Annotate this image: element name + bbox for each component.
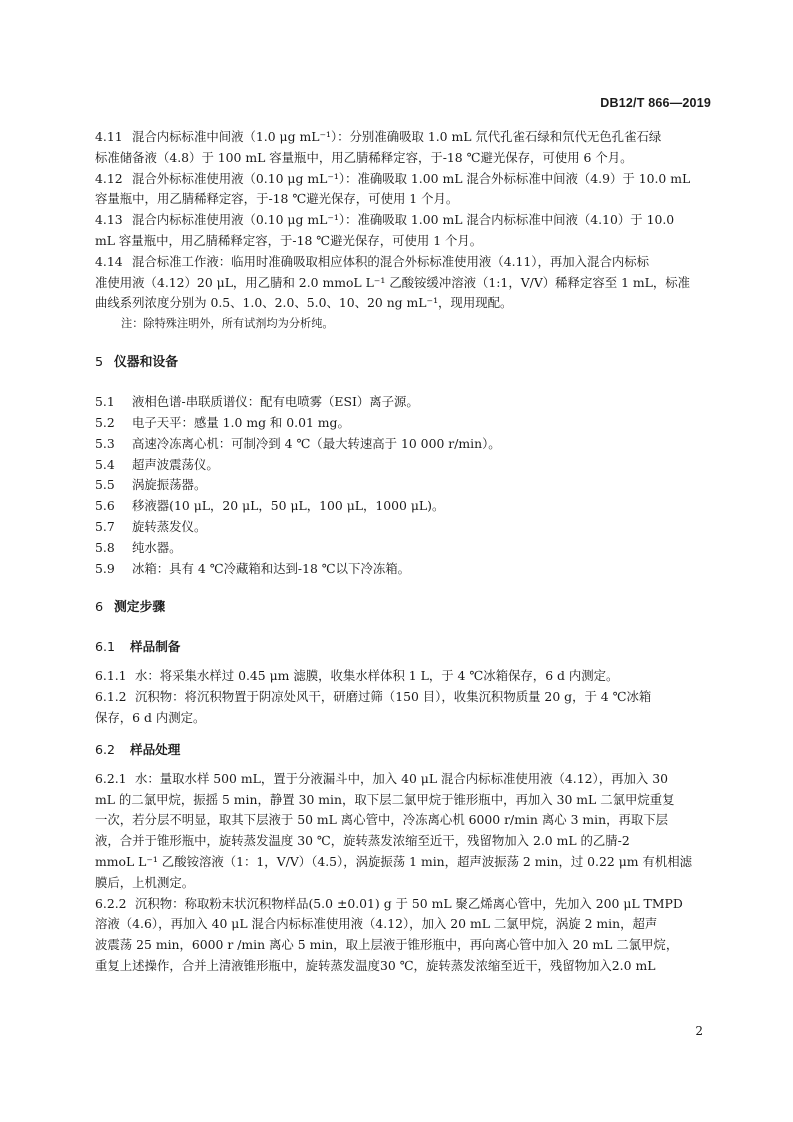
item-number: 5.1: [95, 394, 115, 410]
item-text: mL 的二氯甲烷，振摇 5 min，静置 30 min，取下层二氯甲烷于锥形瓶中，再加入 30 mL 二氯甲烷重复: [95, 791, 675, 807]
list-item: [95, 434, 715, 455]
list-item: [95, 169, 715, 190]
item-text: 准使用液（4.12）20 μL，用乙腈和 2.0 mmoL L⁻¹ 乙酸铵缓冲溶液（1:1，V/V）稀释定容至 1 mL，标准: [95, 274, 691, 290]
item-number: 6.2.1: [95, 770, 127, 786]
item-text: 重复上述操作，合并上清液锥形瓶中，旋转蒸发温度30 ℃，旋转蒸发浓缩至近干，残留物加入2.0 mL: [95, 957, 656, 973]
item-text: 保存，6 d 内测定。: [95, 709, 206, 725]
item-text: 旋转蒸发仪。: [132, 518, 207, 534]
list-item: [95, 687, 715, 708]
section-number: 5: [95, 355, 104, 371]
list-item: [95, 392, 715, 413]
item-text: 水：将采集水样过 0.45 μm 滤膜，收集水样体积 1 L，于 4 ℃冰箱保存，6 d 内测定。: [135, 668, 619, 684]
item-number: 5.3: [95, 435, 115, 451]
list-item-continuation: [95, 852, 715, 873]
item-text: 膜后，上机测定。: [95, 874, 195, 890]
item-text: 水：量取水样 500 mL，置于分液漏斗中，加入 40 μL 混合内标标准使用液（4.12），再加入 30: [135, 770, 668, 786]
subsection-title: 样品处理: [130, 741, 181, 757]
list-item-continuation: [95, 189, 715, 210]
item-text: 超声波震荡仪。: [132, 456, 219, 472]
section6-1-items: [95, 666, 715, 728]
list-item: [95, 769, 715, 790]
subsection-heading-6-2: [95, 740, 715, 760]
item-number: 4.11: [95, 129, 123, 144]
list-item: [95, 475, 715, 496]
subsection-title: 样品制备: [130, 639, 181, 655]
list-item: [95, 538, 715, 559]
item-number: 5.2: [95, 414, 115, 430]
list-item-continuation: [95, 935, 715, 956]
list-item: [95, 894, 715, 915]
item-text: 标准储备液（4.8）于 100 mL 容量瓶中，用乙腈稀释定容，于-18 ℃避光保存，可使用 6 个月。: [95, 149, 633, 165]
item-number: 6.1.1: [95, 668, 127, 684]
subsection-number: 6.2: [95, 741, 116, 757]
list-item: [95, 210, 715, 231]
note: 注：除特殊注明外，所有试剂均为分析纯。: [121, 317, 334, 331]
section-heading-5: [95, 353, 715, 373]
item-text: 液相色谱-串联质谱仪：配有电喷雾（ESI）离子源。: [132, 394, 419, 410]
item-text: 波震荡 25 min，6000 r /min 离心 5 min，取上层液于锥形瓶中，再向离心管中加入 20 mL 二氯甲烷，: [95, 937, 679, 953]
item-text: 混合内标标准中间液（1.0 μg mL⁻¹）：分别准确吸取 1.0 mL 氘代孔雀石绿和氘代无色孔雀石绿: [132, 129, 662, 144]
list-item: [95, 517, 715, 538]
item-number: 4.12: [95, 170, 123, 186]
item-text: 移液器(10 μL，20 μL，50 μL，100 μL，1000 μL)。: [132, 498, 445, 514]
item-text: 容量瓶中，用乙腈稀释定容，于-18 ℃避光保存，可使用 1 个月。: [95, 191, 459, 207]
item-text: 纯水器。: [132, 539, 182, 555]
item-number: 5.6: [95, 498, 115, 514]
list-item-continuation: [95, 956, 715, 977]
list-item: [95, 666, 715, 687]
list-item-continuation: [95, 708, 715, 729]
subsection-number: 6.1: [95, 639, 116, 655]
item-text: 混合外标标准使用液（0.10 μg mL⁻¹）：准确吸取 1.00 mL 混合外标标准中间液（4.9）于 10.0 mL: [132, 170, 691, 186]
item-number: 6.1.2: [95, 689, 127, 705]
item-text: 一次，若分层不明显，取其下层液于 50 mL 离心管中，冷冻离心机 6000 r/min 离心 3 min，再取下层: [95, 812, 669, 828]
list-item-continuation: [95, 831, 715, 852]
list-item-continuation: [95, 914, 715, 935]
item-number: 5.9: [95, 560, 115, 576]
list-item: [95, 559, 715, 580]
list-item: [95, 127, 715, 148]
list-item-continuation: [95, 293, 715, 314]
item-text: 混合内标标准使用液（0.10 μg mL⁻¹）：准确吸取 1.00 mL 混合内标标准中间液（4.10）于 10.0: [132, 212, 675, 228]
section-title: 仪器和设备: [114, 355, 178, 371]
page-content: [95, 127, 715, 977]
section5-items: [95, 392, 715, 579]
page-number: 2: [695, 1024, 703, 1038]
item-number: 4.14: [95, 253, 123, 269]
item-text: 涡旋振荡器。: [132, 477, 207, 493]
list-item-continuation: [95, 873, 715, 894]
item-text: 冰箱：具有 4 ℃冷藏箱和达到-18 ℃以下冷冻箱。: [132, 560, 411, 576]
section-number: 6: [95, 600, 104, 616]
section4-items: [95, 127, 715, 334]
item-text: mmoL L⁻¹ 乙酸铵溶液（1：1，V/V）（4.5），涡旋振荡 1 min，超声波振荡 2 min，过 0.22 μm 有机相滤: [95, 853, 692, 869]
list-item: [95, 413, 715, 434]
item-number: 5.7: [95, 518, 115, 534]
item-text: 曲线系列浓度分别为 0.5、1.0、2.0、5.0、10、20 ng mL⁻¹，现用现配。: [95, 295, 513, 311]
list-item: [95, 252, 715, 273]
section6-2-items: [95, 769, 715, 977]
document-code: DB12/T 866—2019: [600, 96, 711, 110]
item-number: 6.2.2: [95, 895, 127, 911]
item-text: 电子天平：感量 1.0 mg 和 0.01 mg。: [132, 414, 350, 430]
list-item-continuation: [95, 148, 715, 169]
list-item-continuation: [95, 790, 715, 811]
subsection-heading-6-1: [95, 637, 715, 657]
section-heading-6: [95, 598, 715, 618]
item-number: 5.8: [95, 539, 115, 555]
item-text: 沉积物：将沉积物置于阴凉处风干，研磨过筛（150 目），收集沉积物质量 20 g，于 4 ℃冰箱: [135, 689, 652, 705]
item-text: 溶液（4.6），再加入 40 μL 混合内标标准使用液（4.12），加入 20 mL 二氯甲烷，涡旋 2 min，超声: [95, 916, 658, 932]
list-item: [95, 496, 715, 517]
item-number: 5.5: [95, 477, 115, 493]
item-number: 4.13: [95, 212, 123, 228]
list-item-continuation: [95, 273, 715, 294]
item-text: 沉积物：称取粉末状沉积物样品(5.0 ±0.01) g 于 50 mL 聚乙烯离心管中，先加入 200 μL TMPD: [135, 895, 683, 911]
item-number: 5.4: [95, 456, 115, 472]
list-item-continuation: [95, 231, 715, 252]
list-item: [95, 455, 715, 476]
item-text: 液，合并于锥形瓶中，旋转蒸发温度 30 ℃，旋转蒸发浓缩至近干，残留物加入 2.0 mL 的乙腈-2: [95, 833, 630, 849]
item-text: 高速冷冻离心机：可制冷到 4 ℃（最大转速高于 10 000 r/min）。: [132, 435, 501, 451]
list-item-continuation: [95, 810, 715, 831]
item-text: mL 容量瓶中，用乙腈稀释定容，于-18 ℃避光保存，可使用 1 个月。: [95, 232, 483, 248]
item-text: 混合标准工作液：临用时准确吸取相应体积的混合外标标准使用液（4.11），再加入混合内标标: [132, 253, 650, 269]
section-title: 测定步骤: [114, 600, 166, 616]
